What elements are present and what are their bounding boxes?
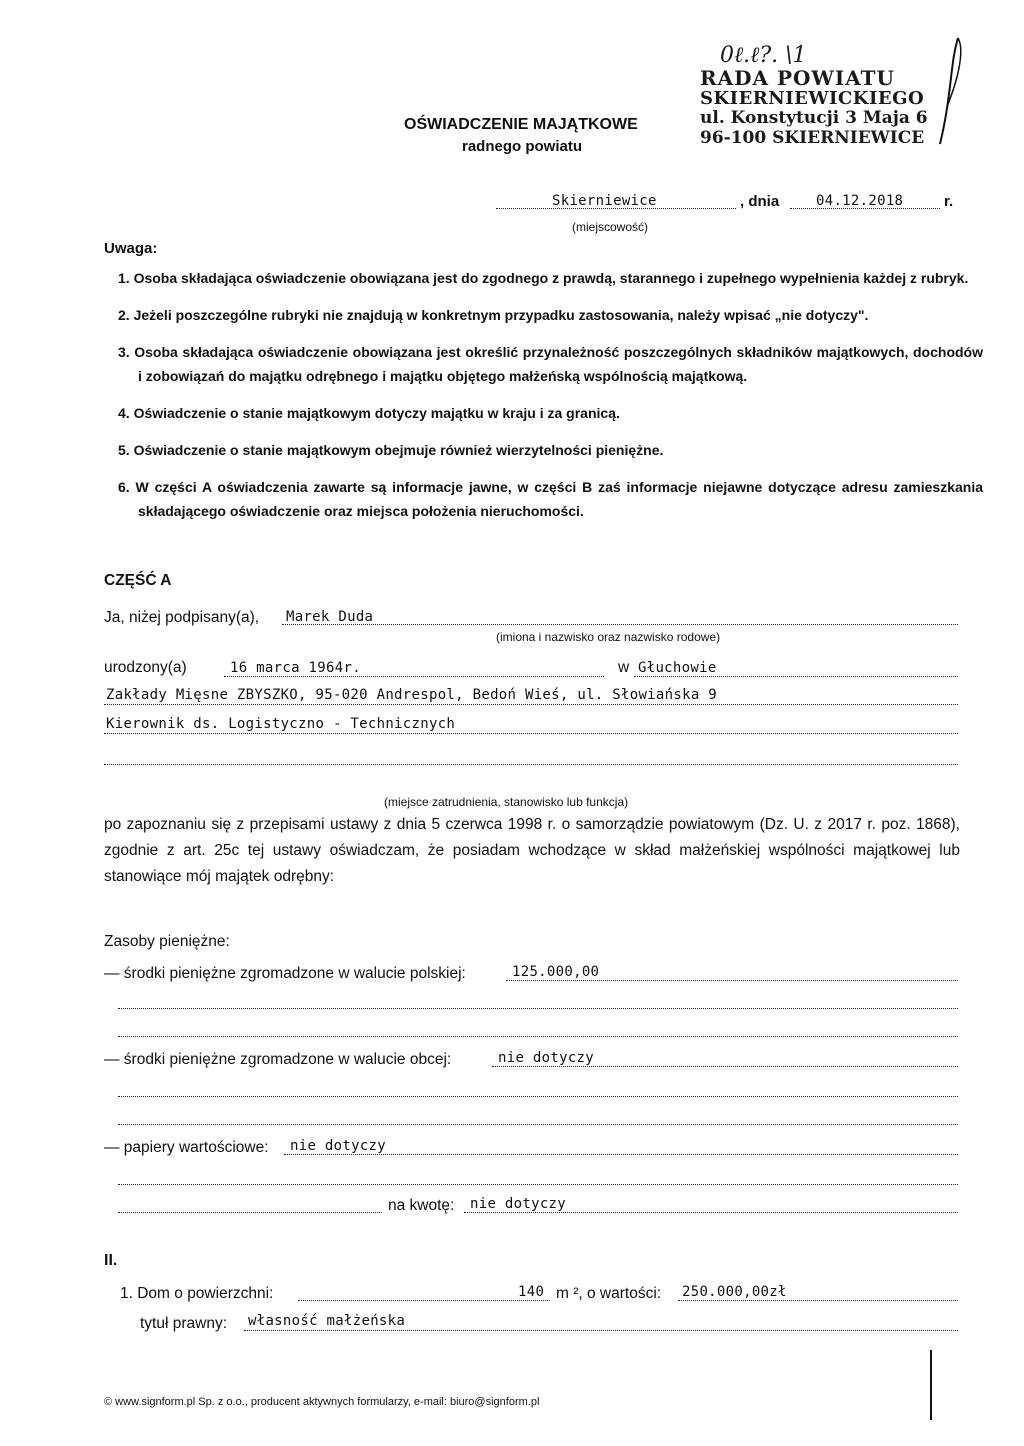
margin-mark — [930, 1350, 932, 1420]
section-ii-label: II. — [104, 1252, 118, 1269]
place-caption: (miejscowość) — [572, 220, 649, 234]
instruction-item: 6. W części A oświadczenia zawarte są informacje jawne, w części B zaś informacje niejawne dotyczące adresu zamieszkania składającego oświadczenie oraz miejsca położenia nieruchomości. — [118, 479, 983, 519]
handwritten-reference: 0ℓ.ℓ?. \1 — [720, 43, 807, 68]
foreign-label: — środki pieniężne zgromadzone w walucie obcej: — [104, 1051, 452, 1068]
footer-credit: © www.signform.pl Sp. z o.o., producent aktywnych formularzy, e-mail: biuro@signform.pl — [104, 1396, 540, 1408]
house-area: 140 — [518, 1284, 545, 1300]
amount-value: nie dotyczy — [470, 1196, 567, 1212]
house-unit-label: m ², o wartości: — [556, 1285, 662, 1302]
w-label: w — [618, 659, 630, 676]
stamp-line-2: SKIERNIEWICKIEGO — [700, 88, 925, 109]
stamp-line-1: RADA POWIATU — [700, 66, 895, 90]
securities-value: nie dotyczy — [290, 1138, 387, 1154]
signature-stroke — [930, 34, 970, 154]
r-label: r. — [944, 193, 954, 210]
document-subtitle: radnego powiatu — [462, 138, 582, 155]
house-label: 1. Dom o powierzchni: — [120, 1285, 274, 1302]
birth-place: Głuchowie — [638, 660, 717, 676]
pln-value: 125.000,00 — [512, 964, 600, 980]
instruction-item: 5. Oświadczenie o stanie majątkowym obejmuje również wierzytelności pieniężne. — [118, 442, 664, 458]
employment-caption: (miejsce zatrudnienia, stanowisko lub funkcja) — [384, 795, 629, 809]
cash-resources-label: Zasoby pieniężne: — [104, 933, 230, 950]
place-value: Skierniewice — [552, 193, 657, 209]
part-a-heading: CZĘŚĆ A — [104, 572, 172, 589]
document-title: OŚWIADCZENIE MAJĄTKOWE — [404, 116, 638, 133]
stamp-line-4: 96-100 SKIERNIEWICE — [700, 128, 925, 148]
securities-label: — papiery wartościowe: — [104, 1139, 269, 1156]
foreign-value: nie dotyczy — [498, 1050, 595, 1066]
position: Kierownik ds. Logistyczno - Technicznych — [106, 716, 456, 732]
employer: Zakłady Mięsne ZBYSZKO, 95-020 Andrespol, Bedoń Wieś, ul. Słowiańska 9 — [106, 687, 718, 703]
born-label: urodzony(a) — [104, 659, 187, 676]
birth-date: 16 marca 1964r. — [230, 660, 361, 676]
date-value: 04.12.2018 — [816, 193, 904, 209]
signed-label: Ja, niżej podpisany(a), — [104, 609, 260, 626]
stamp-line-3: ul. Konstytucji 3 Maja 6 — [700, 108, 928, 128]
instruction-item: 3. Osoba składająca oświadczenie obowiązana jest określić przynależność poszczególnych składników majątkowych, dochodów i zobowiązań do majątku odrębnego i majątku objętego małżeńską wspólnością majątkową. — [118, 344, 983, 384]
instruction-item: 1. Osoba składająca oświadczenie obowiązana jest do zgodnego z prawdą, starannego i zupełnego wypełnienia każdej z rubryk. — [118, 270, 969, 286]
legal-title-label: tytuł prawny: — [140, 1315, 228, 1332]
pln-label: — środki pieniężne zgromadzone w walucie polskiej: — [104, 965, 466, 982]
instructions-list — [118, 266, 983, 536]
instruction-item: 2. Jeżeli poszczególne rubryki nie znajdują w konkretnym przypadku zastosowania, należy wpisać „nie dotyczy". — [118, 307, 869, 323]
house-value: 250.000,00zł — [682, 1284, 787, 1300]
dnia-label: , dnia — [740, 193, 780, 210]
name-caption: (imiona i nazwisko oraz nazwisko rodowe) — [496, 630, 721, 644]
instruction-item: 4. Oświadczenie o stanie majątkowym dotyczy majątku w kraju i za granicą. — [118, 405, 620, 421]
statement-text: po zapoznaniu się z przepisami ustawy z dnia 5 czerwca 1998 r. o samorządzie powiatowym (Dz. U. z 2017 r. poz. 1868), zgodnie z art. 25c tej ustawy oświadczam, że posiadam wchodzące w skład małżeńskiej wspólności majątkowej lub stanowiące mój majątek odrębny: — [104, 816, 960, 885]
declarant-name: Marek Duda — [286, 609, 374, 625]
uwaga-label: Uwaga: — [104, 240, 158, 257]
legal-title-value: własność małżeńska — [248, 1313, 406, 1329]
amount-label: na kwotę: — [388, 1197, 455, 1214]
